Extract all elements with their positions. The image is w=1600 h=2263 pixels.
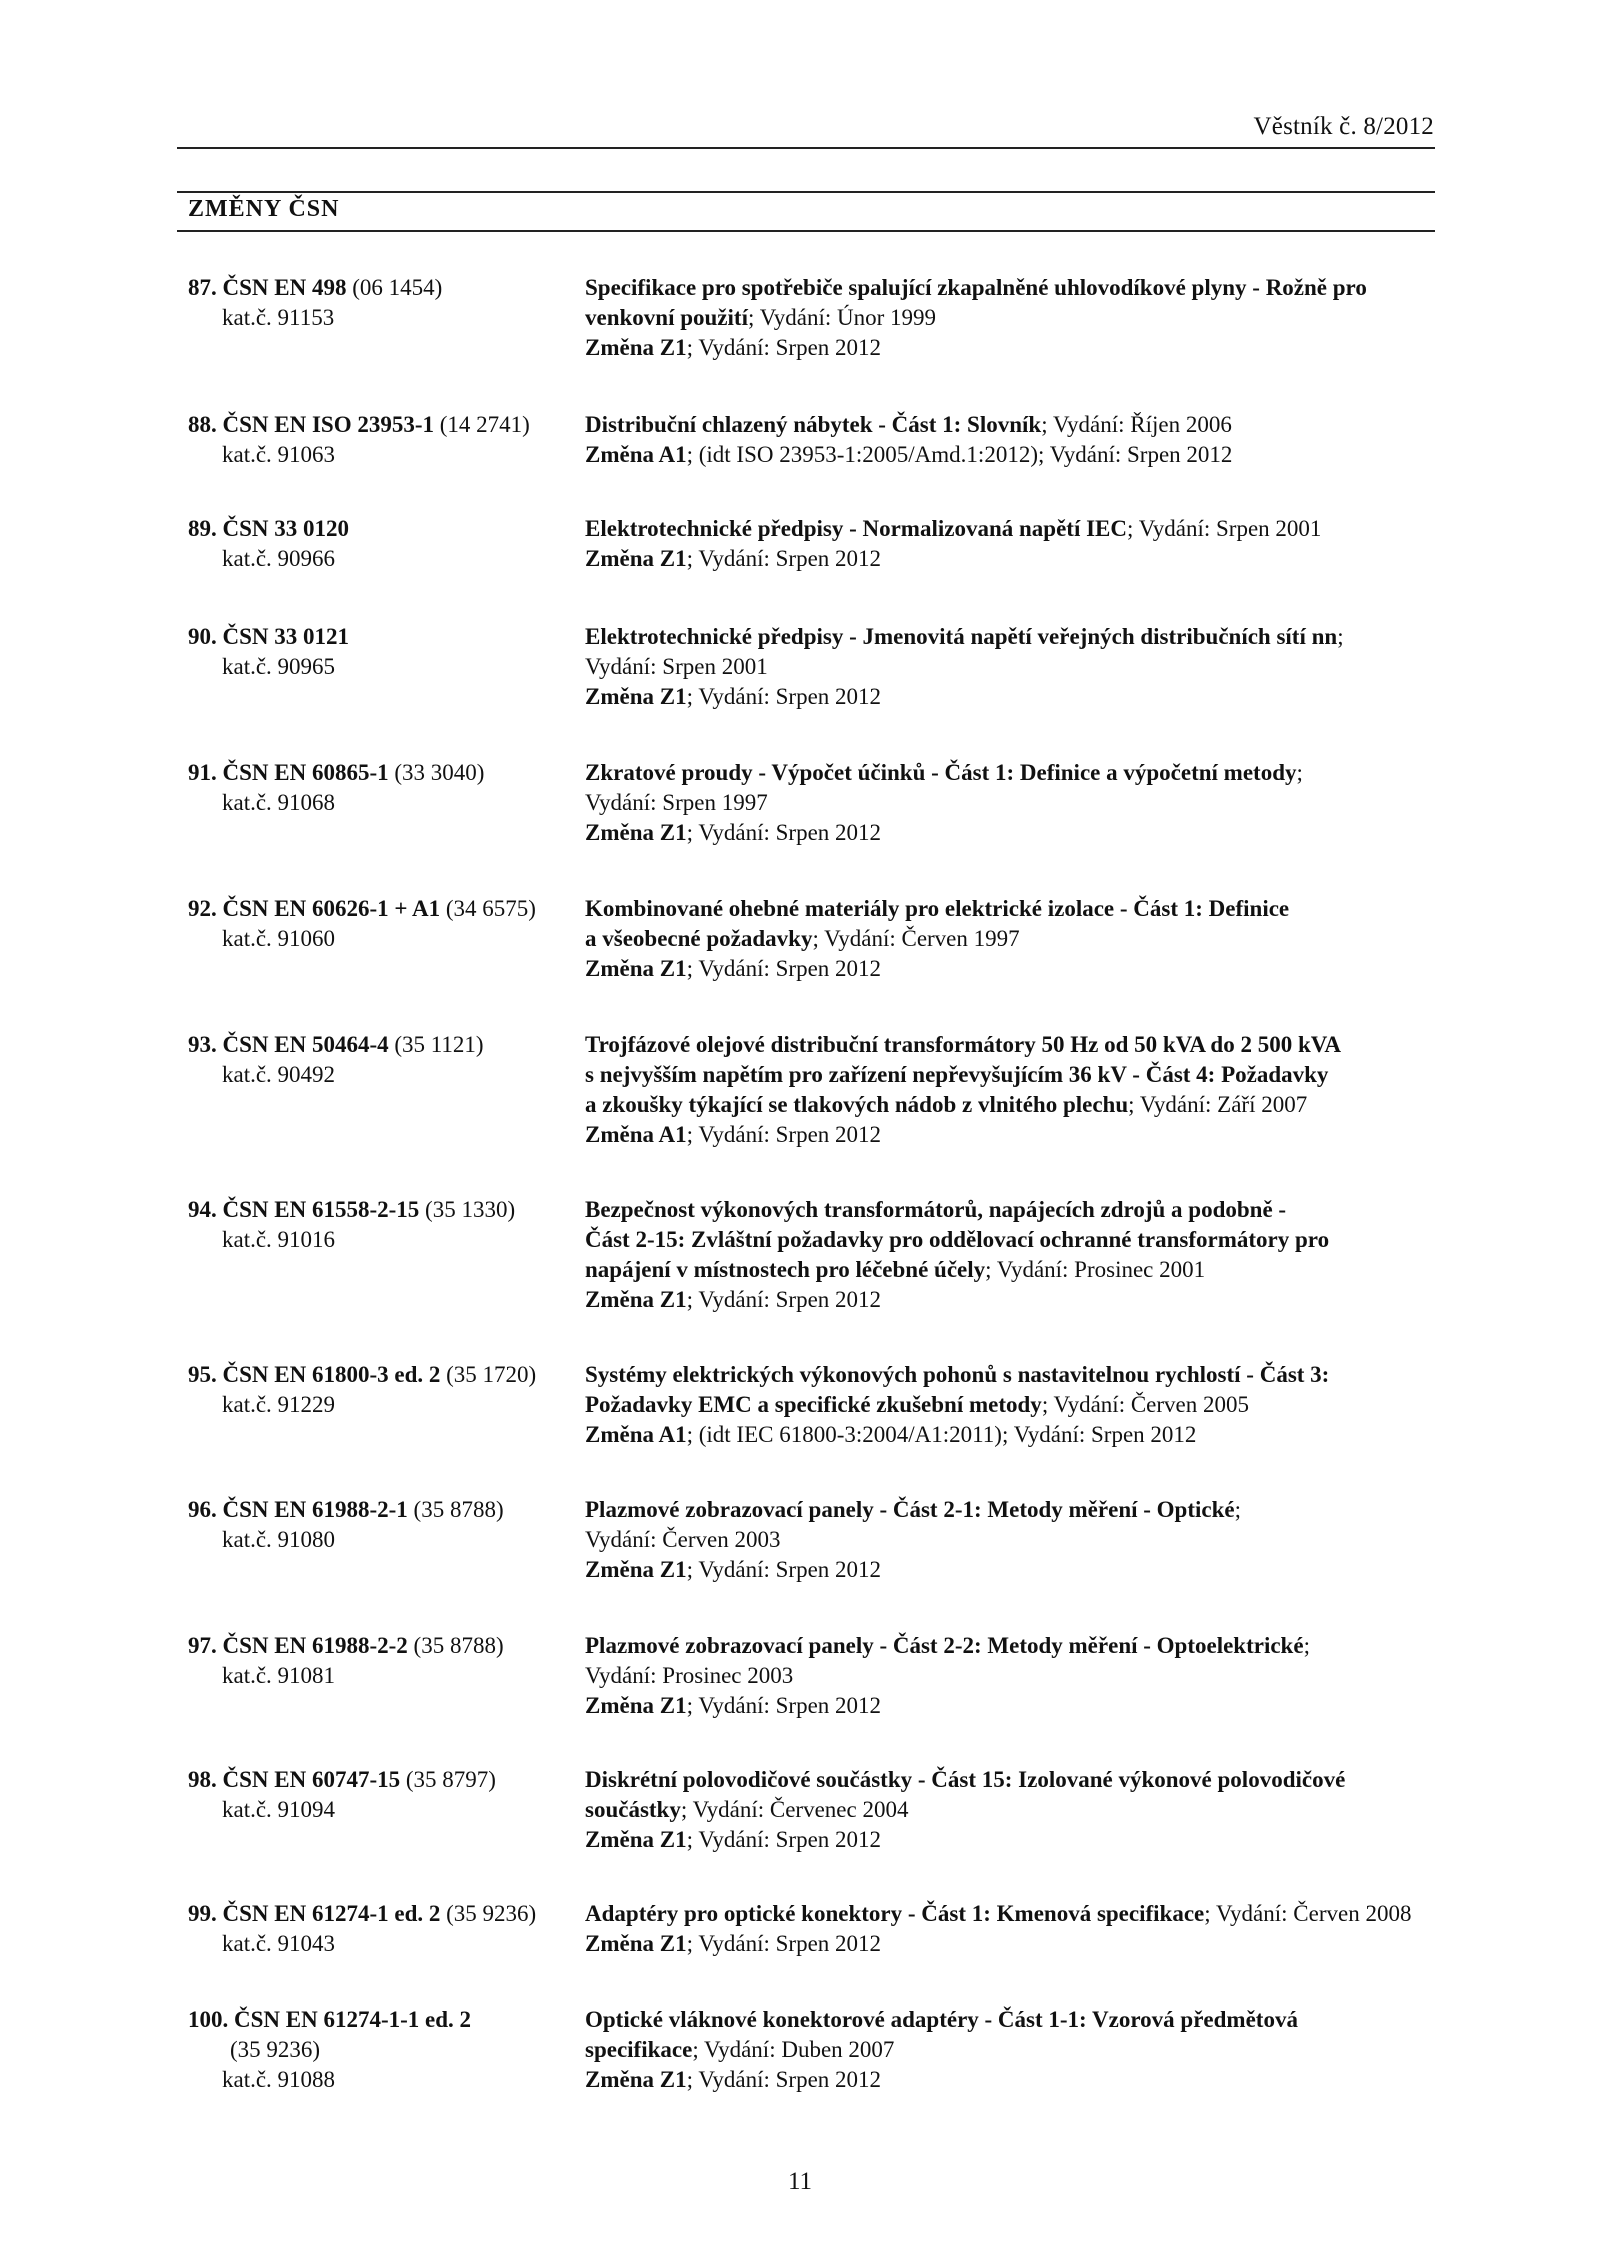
standard-title: s nejvyšším napětím pro zařízení nepřevyšujícím 36 kV - Část 4: Požadavky	[585, 1062, 1329, 1087]
entry-description	[585, 1899, 1445, 1959]
change-label: Změna Z1	[585, 820, 687, 845]
catalog-number: kat.č. 90492	[222, 1062, 336, 1087]
change-details: ; Vydání: Srpen 2012	[686, 1931, 882, 1956]
classification-code: (35 1330)	[425, 1197, 516, 1222]
change-details: ; Vydání: Srpen 2012	[686, 1287, 882, 1312]
entry-designation-line	[188, 1765, 578, 1795]
title-line	[585, 894, 1445, 924]
title-line	[585, 1631, 1445, 1661]
csn-designation: ČSN EN ISO 23953-1	[222, 412, 435, 437]
classification-code: (35 8788)	[413, 1497, 504, 1522]
entry-number: 90.	[188, 624, 217, 649]
section-title: ZMĚNY ČSN	[188, 196, 340, 222]
standard-title: Požadavky EMC a specifické zkušební metody	[585, 1392, 1042, 1417]
entry-identifier	[188, 1195, 578, 1255]
change-label: Změna Z1	[585, 684, 687, 709]
issue-date: ; Vydání: Prosinec 2001	[985, 1257, 1206, 1282]
title-line	[585, 622, 1445, 652]
issue-date: ;	[1234, 1497, 1241, 1522]
change-label: Změna Z1	[585, 546, 687, 571]
entry-identifier	[188, 273, 578, 333]
standard-title: Systémy elektrických výkonových pohonů s nastavitelnou rychlostí - Část 3:	[585, 1362, 1330, 1387]
entry-number: 92.	[188, 896, 217, 921]
title-line	[585, 1195, 1445, 1225]
csn-designation: ČSN EN 60626-1 + A1	[222, 896, 441, 921]
change-label: Změna Z1	[585, 1931, 687, 1956]
catalog-number: kat.č. 91043	[222, 1931, 336, 1956]
entry-description	[585, 1195, 1445, 1315]
standard-title: Diskrétní polovodičové součástky - Část 15: Izolované výkonové polovodičové	[585, 1767, 1346, 1792]
entry-designation-line	[188, 1495, 578, 1525]
standard-title: napájení v místnostech pro léčebné účely	[585, 1257, 986, 1282]
change-details: ; Vydání: Srpen 2012	[686, 335, 882, 360]
entry-description	[585, 1495, 1445, 1585]
entry-number: 96.	[188, 1497, 217, 1522]
entry-identifier	[188, 1360, 578, 1420]
change-line	[585, 954, 1445, 984]
change-details: ; Vydání: Srpen 2012	[686, 1693, 882, 1718]
title-line	[585, 1255, 1445, 1285]
classification-code: (35 9236)	[446, 1901, 537, 1926]
classification-code: (14 2741)	[439, 412, 530, 437]
change-line	[585, 1555, 1445, 1585]
standard-title: Část 2-15: Zvláštní požadavky pro oddělovací ochranné transformátory pro	[585, 1227, 1330, 1252]
entry-description	[585, 410, 1445, 470]
title-line	[585, 1225, 1445, 1255]
catalog-number: kat.č. 91016	[222, 1227, 336, 1252]
change-label: Změna Z1	[585, 335, 687, 360]
catalog-number: kat.č. 91068	[222, 790, 336, 815]
entry-designation-line	[188, 1030, 578, 1060]
change-line	[585, 1285, 1445, 1315]
classification-code: (34 6575)	[445, 896, 536, 921]
csn-designation: ČSN EN 61274-1-1 ed. 2	[234, 2007, 472, 2032]
entry-number: 98.	[188, 1767, 217, 1792]
classification-code: (33 3040)	[394, 760, 485, 785]
standard-title: Elektrotechnické předpisy - Normalizovaná napětí IEC	[585, 516, 1127, 541]
change-line	[585, 1120, 1445, 1150]
entry-designation-line	[188, 1631, 578, 1661]
entry-identifier	[188, 514, 578, 574]
issue-date: ;	[1303, 1633, 1310, 1658]
change-details: ; Vydání: Srpen 2012	[686, 2067, 882, 2092]
csn-designation: ČSN EN 61274-1 ed. 2	[222, 1901, 441, 1926]
entry-identifier	[188, 1765, 578, 1825]
change-line	[585, 818, 1445, 848]
entry-number: 89.	[188, 516, 217, 541]
entry-identifier	[188, 1495, 578, 1555]
title-line	[585, 1899, 1445, 1929]
standard-title: specifikace	[585, 2037, 693, 2062]
csn-designation: ČSN EN 61558-2-15	[222, 1197, 420, 1222]
entry-description	[585, 1360, 1445, 1450]
csn-designation: ČSN EN 60747-15	[222, 1767, 401, 1792]
entry-description	[585, 1631, 1445, 1721]
catalog-number: kat.č. 91094	[222, 1797, 336, 1822]
catalog-number: kat.č. 91229	[222, 1392, 336, 1417]
entry-number: 99.	[188, 1901, 217, 1926]
issue-date: ; Vydání: Červen 1997	[812, 926, 1020, 951]
entry-designation-line	[188, 1899, 578, 1929]
change-line	[585, 2065, 1445, 2095]
change-label: Změna A1	[585, 442, 687, 467]
standard-title: Optické vláknové konektorové adaptéry - Část 1-1: Vzorová předmětová	[585, 2007, 1298, 2032]
entry-description	[585, 514, 1445, 574]
issue-date: ; Vydání: Červen 2005	[1041, 1392, 1250, 1417]
title-line	[585, 410, 1445, 440]
issue-date: ; Vydání: Duben 2007	[692, 2037, 895, 2062]
issue-date: ; Vydání: Únor 1999	[747, 305, 937, 330]
change-label: Změna Z1	[585, 1287, 687, 1312]
issue-date: ; Vydání: Říjen 2006	[1041, 412, 1232, 437]
entry-number: 95.	[188, 1362, 217, 1387]
catalog-number: kat.č. 91153	[222, 305, 335, 330]
change-details: ; Vydání: Srpen 2012	[686, 1122, 882, 1147]
change-label: Změna Z1	[585, 1827, 687, 1852]
csn-designation: ČSN EN 50464-4	[222, 1032, 389, 1057]
entry-identifier	[188, 410, 578, 470]
change-details: ; Vydání: Srpen 2012	[686, 1827, 882, 1852]
entry-designation-line	[188, 622, 578, 652]
standard-title: Distribuční chlazený nábytek - Část 1: Slovník	[585, 412, 1042, 437]
classification-code: (35 1121)	[394, 1032, 484, 1057]
entry-identifier	[188, 2005, 578, 2095]
standard-title: Bezpečnost výkonových transformátorů, napájecích zdrojů a podobně -	[585, 1197, 1287, 1222]
issue-date-line: Vydání: Srpen 2001	[585, 654, 768, 679]
classification-code: (35 8788)	[413, 1633, 504, 1658]
standard-title: Elektrotechnické předpisy - Jmenovitá napětí veřejných distribučních sítí nn	[585, 624, 1338, 649]
catalog-number: kat.č. 91081	[222, 1663, 336, 1688]
standard-title: venkovní použití	[585, 305, 748, 330]
catalog-number: kat.č. 91060	[222, 926, 336, 951]
title-line	[585, 1795, 1445, 1825]
issue-date: ;	[1296, 760, 1303, 785]
standard-title: Kombinované ohebné materiály pro elektrické izolace - Část 1: Definice	[585, 896, 1290, 921]
csn-designation: ČSN 33 0120	[222, 516, 350, 541]
entry-identifier	[188, 758, 578, 818]
entry-number: 87.	[188, 275, 217, 300]
standard-title: a všeobecné požadavky	[585, 926, 813, 951]
standard-title: Zkratové proudy - Výpočet účinků - Část 1: Definice a výpočetní metody	[585, 760, 1297, 785]
change-line	[585, 333, 1445, 363]
entry-description	[585, 2005, 1445, 2095]
change-line	[585, 1420, 1445, 1450]
entry-description	[585, 622, 1445, 712]
title-line	[585, 2035, 1445, 2065]
title-line	[585, 1060, 1445, 1090]
entry-designation-line	[188, 2005, 578, 2035]
standard-title: a zkoušky týkající se tlakových nádob z vlnitého plechu	[585, 1092, 1129, 1117]
entry-number: 93.	[188, 1032, 217, 1057]
entry-designation-line	[188, 758, 578, 788]
page-number: 11	[787, 2168, 813, 2195]
change-label: Změna A1	[585, 1422, 687, 1447]
entry-description	[585, 273, 1445, 363]
change-line	[585, 682, 1445, 712]
standard-title: Specifikace pro spotřebiče spalující zkapalněné uhlovodíkové plyny - Rožně pro	[585, 275, 1367, 300]
title-line	[585, 514, 1445, 544]
issue-date-line: Vydání: Červen 2003	[585, 1527, 781, 1552]
standard-title: Plazmové zobrazovací panely - Část 2-2: Metody měření - Optoelektrické	[585, 1633, 1304, 1658]
entry-description	[585, 1030, 1445, 1150]
change-label: Změna A1	[585, 1122, 687, 1147]
issue-date: ; Vydání: Srpen 2001	[1126, 516, 1322, 541]
change-details: ; (idt ISO 23953-1:2005/Amd.1:2012); Vydání: Srpen 2012	[686, 442, 1233, 467]
change-details: ; Vydání: Srpen 2012	[686, 684, 882, 709]
change-line	[585, 1691, 1445, 1721]
change-label: Změna Z1	[585, 2067, 687, 2092]
standard-title: Trojfázové olejové distribuční transformátory 50 Hz od 50 kVA do 2 500 kVA	[585, 1032, 1342, 1057]
issue-date: ; Vydání: Září 2007	[1128, 1092, 1308, 1117]
title-line	[585, 1360, 1445, 1390]
issue-date-line: Vydání: Prosinec 2003	[585, 1663, 794, 1688]
entry-number: 91.	[188, 760, 217, 785]
title-line	[585, 303, 1445, 333]
entry-number: 88.	[188, 412, 217, 437]
entry-designation-line	[188, 1360, 578, 1390]
entry-designation-line	[188, 273, 578, 303]
entry-identifier	[188, 1631, 578, 1691]
title-line	[585, 924, 1445, 954]
change-line	[585, 544, 1445, 574]
classification-code: (35 9236)	[230, 2037, 321, 2062]
csn-designation: ČSN 33 0121	[222, 624, 350, 649]
csn-designation: ČSN EN 61988-2-2	[222, 1633, 408, 1658]
entry-designation-line	[188, 410, 578, 440]
standard-title: součástky	[585, 1797, 681, 1822]
catalog-number: kat.č. 91088	[222, 2067, 336, 2092]
classification-code: (35 8797)	[405, 1767, 496, 1792]
entry-designation-line	[188, 1195, 578, 1225]
entry-description	[585, 1765, 1445, 1855]
title-line	[585, 758, 1445, 788]
classification-code: (35 1720)	[446, 1362, 537, 1387]
csn-designation: ČSN EN 60865-1	[222, 760, 389, 785]
issue-date: ; Vydání: Červen 2008	[1204, 1901, 1412, 1926]
change-details: ; Vydání: Srpen 2012	[686, 546, 882, 571]
entry-number: 97.	[188, 1633, 217, 1658]
entry-identifier	[188, 1899, 578, 1959]
title-line	[585, 1030, 1445, 1060]
standard-title: Adaptéry pro optické konektory - Část 1: Kmenová specifikace	[585, 1901, 1205, 1926]
issue-date-line: Vydání: Srpen 1997	[585, 790, 768, 815]
title-line	[585, 273, 1445, 303]
standard-title: Plazmové zobrazovací panely - Část 2-1: Metody měření - Optické	[585, 1497, 1235, 1522]
change-details: ; Vydání: Srpen 2012	[686, 956, 882, 981]
catalog-number: kat.č. 91080	[222, 1527, 336, 1552]
entry-description	[585, 758, 1445, 848]
entry-number: 100.	[188, 2007, 229, 2032]
bulletin-header: Věstník č. 8/2012	[1253, 113, 1434, 140]
catalog-number: kat.č. 90965	[222, 654, 336, 679]
entry-identifier	[188, 894, 578, 954]
issue-date: ;	[1337, 624, 1344, 649]
change-label: Změna Z1	[585, 1557, 687, 1582]
change-details: ; (idt IEC 61800-3:2004/A1:2011); Vydání: Srpen 2012	[686, 1422, 1197, 1447]
entry-number: 94.	[188, 1197, 217, 1222]
title-line	[585, 1495, 1445, 1525]
title-line	[585, 1390, 1445, 1420]
title-line	[585, 2005, 1445, 2035]
entry-identifier	[188, 1030, 578, 1090]
change-label: Změna Z1	[585, 1693, 687, 1718]
csn-designation: ČSN EN 61988-2-1	[222, 1497, 408, 1522]
change-line	[585, 1929, 1445, 1959]
entry-designation-line	[188, 514, 578, 544]
catalog-number: kat.č. 90966	[222, 546, 336, 571]
change-label: Změna Z1	[585, 956, 687, 981]
change-details: ; Vydání: Srpen 2012	[686, 1557, 882, 1582]
title-line	[585, 1090, 1445, 1120]
entry-designation-line	[188, 894, 578, 924]
csn-designation: ČSN EN 498	[222, 275, 347, 300]
catalog-number: kat.č. 91063	[222, 442, 336, 467]
change-line	[585, 1825, 1445, 1855]
change-details: ; Vydání: Srpen 2012	[686, 820, 882, 845]
classification-code: (06 1454)	[352, 275, 443, 300]
title-line	[585, 1765, 1445, 1795]
change-line	[585, 440, 1445, 470]
csn-designation: ČSN EN 61800-3 ed. 2	[222, 1362, 441, 1387]
entry-identifier	[188, 622, 578, 682]
entry-description	[585, 894, 1445, 984]
issue-date: ; Vydání: Červenec 2004	[680, 1797, 909, 1822]
